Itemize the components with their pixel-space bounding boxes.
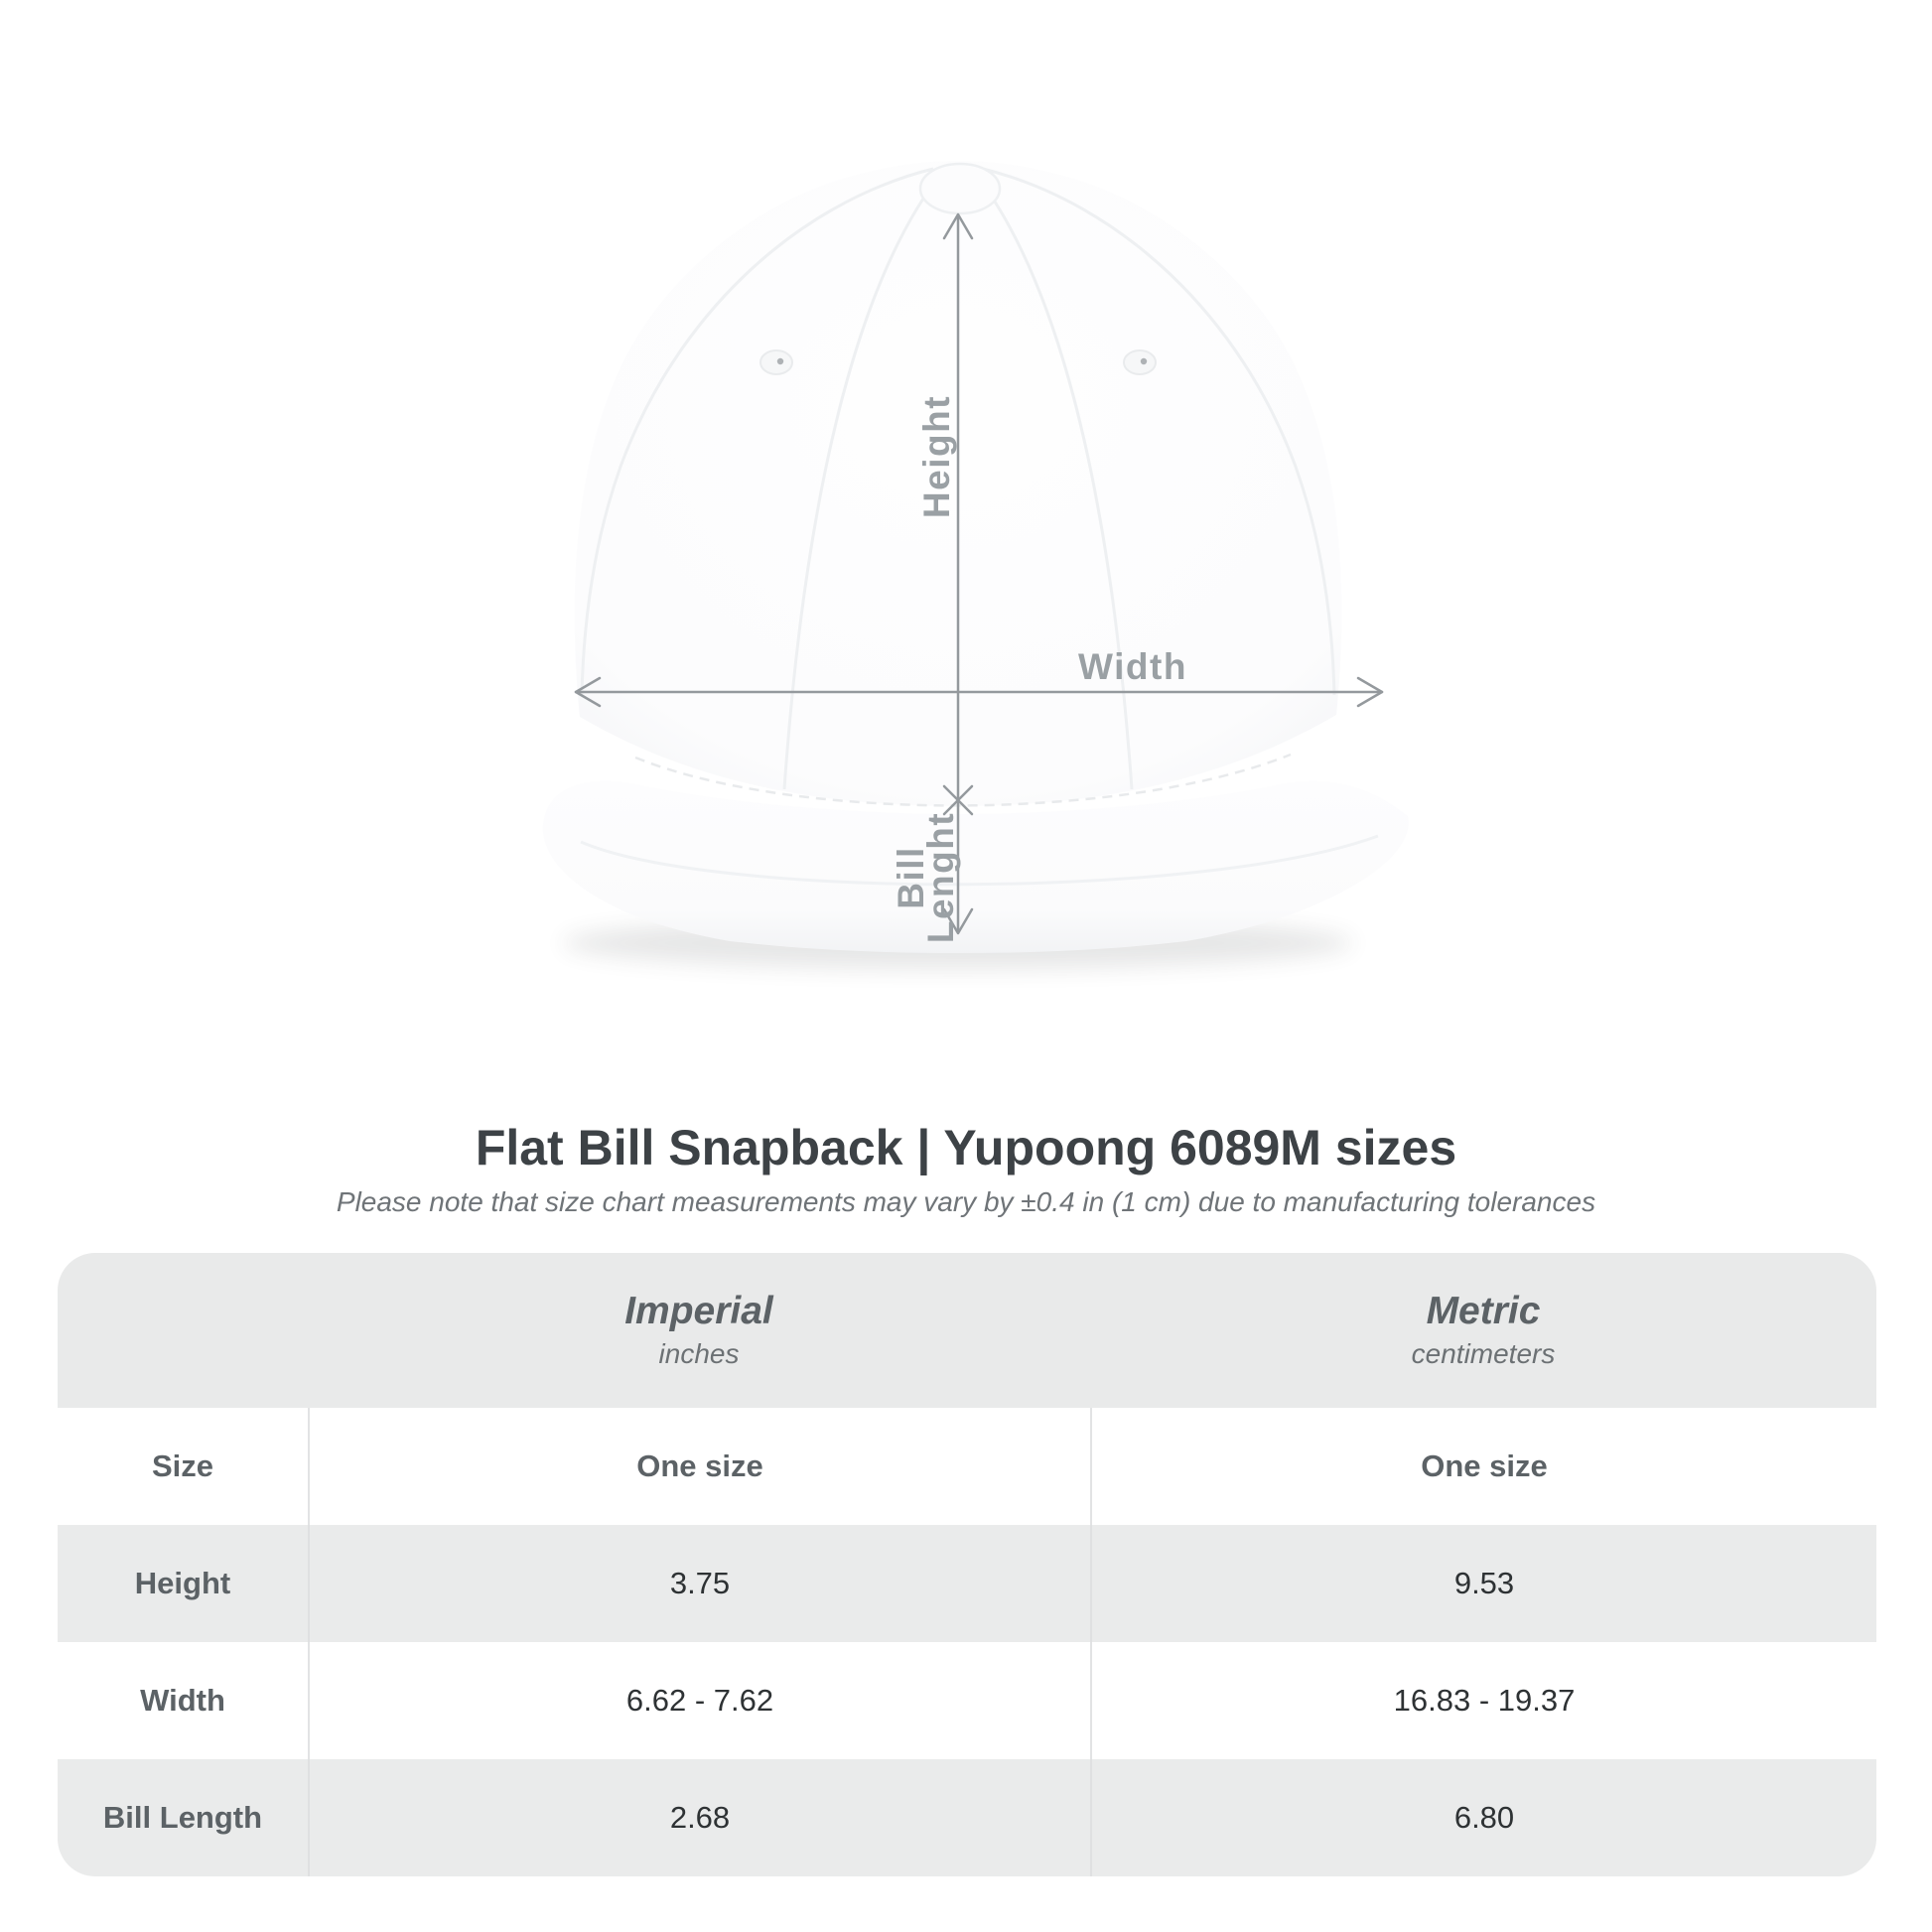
bill-length-imperial-value: 2.68: [308, 1759, 1090, 1876]
height-imperial-value: 3.75: [308, 1525, 1090, 1642]
bill-length-measure-label-line2: Lenght: [920, 811, 961, 944]
bill-length-measure-label-line1: Bill: [891, 846, 931, 909]
height-metric-value: 9.53: [1090, 1525, 1876, 1642]
size-imperial-value: One size: [308, 1408, 1090, 1525]
width-metric-value: 16.83 - 19.37: [1090, 1642, 1876, 1759]
height-measure-label: Height: [916, 394, 957, 519]
tolerance-note: Please note that size chart measurements may vary by ±0.4 in (1 cm) due to manufacturing tolerances: [336, 1186, 1596, 1217]
row-label-bill-length: Bill Length: [102, 1800, 263, 1835]
size-metric-value: One size: [1090, 1408, 1876, 1525]
header-spacer-cell: [58, 1253, 308, 1408]
size-chart-table: [58, 1253, 1876, 1876]
right-eyelet: [1124, 350, 1156, 374]
table-row-size: [58, 1408, 1876, 1525]
header-imperial: [308, 1253, 1090, 1408]
hat-button: [920, 164, 1000, 213]
row-label-height: Height: [134, 1566, 231, 1600]
row-label-width: Width: [140, 1683, 225, 1718]
width-measure-label: Width: [1078, 646, 1187, 687]
title-block: [0, 1118, 1932, 1219]
metric-header-unit: centimeters: [1411, 1338, 1556, 1369]
table-row-height: [58, 1525, 1876, 1642]
size-chart-header-row: [58, 1253, 1876, 1408]
page-title: Flat Bill Snapback | Yupoong 6089M sizes: [475, 1120, 1457, 1175]
bill-length-metric-value: 6.80: [1090, 1759, 1876, 1876]
table-row-bill-length: [58, 1759, 1876, 1876]
imperial-header-unit: inches: [658, 1338, 740, 1369]
table-row-width: [58, 1642, 1876, 1759]
left-eyelet: [760, 350, 792, 374]
row-label-size: Size: [151, 1449, 214, 1483]
imperial-header-label: Imperial: [624, 1290, 773, 1332]
width-imperial-value: 6.62 - 7.62: [308, 1642, 1090, 1759]
metric-header-label: Metric: [1426, 1290, 1541, 1332]
header-metric: [1090, 1253, 1876, 1408]
